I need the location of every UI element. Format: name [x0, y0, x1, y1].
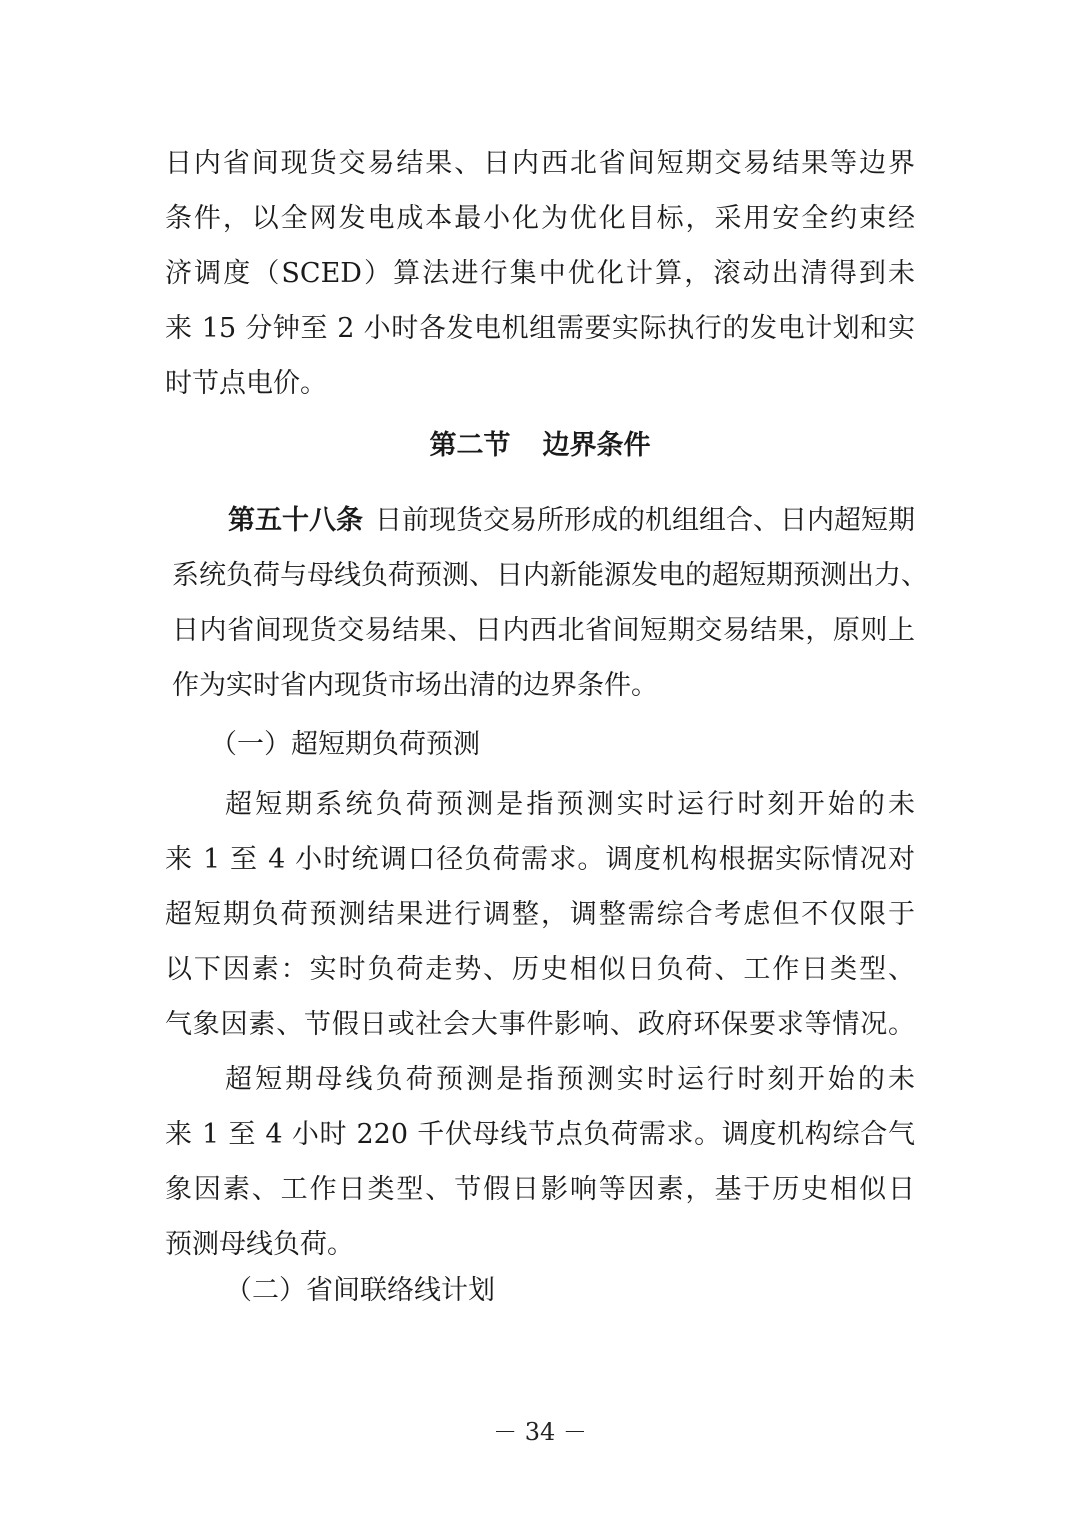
section-heading — [0, 428, 1080, 464]
body-text-line: 日内省间现货交易结果、日内西北省间短期交易结果，原则上 — [172, 615, 915, 646]
body-text-line: 超短期母线负荷预测是指预测实时运行时刻开始的未 — [225, 1064, 915, 1095]
body-text-line: 象因素、工作日类型、节假日影响等因素，基于历史相似日 — [165, 1174, 915, 1205]
body-text-line: 超短期负荷预测结果进行调整，调整需综合考虑但不仅限于 — [165, 899, 915, 930]
body-text-line: 济调度（SCED）算法进行集中优化计算，滚动出清得到未 — [165, 258, 915, 289]
item-heading: （二）省间联络线计划 — [225, 1275, 495, 1306]
section-number: 第二节 — [429, 430, 511, 461]
body-text-line: 作为实时省内现货市场出清的边界条件。 — [172, 670, 658, 701]
body-text-line: 条件，以全网发电成本最小化为优化目标，采用安全约束经 — [165, 203, 915, 234]
body-text-line: 来 1 至 4 小时统调口径负荷需求。调度机构根据实际情况对 — [165, 844, 915, 875]
page-number: － 34 － — [493, 1418, 587, 1446]
body-text-line: 以下因素：实时负荷走势、历史相似日负荷、工作日类型、 — [165, 954, 915, 985]
article-first-line — [228, 503, 915, 539]
body-text-line: 来 15 分钟至 2 小时各发电机组需要实际执行的发电计划和实 — [165, 313, 915, 344]
body-text-line: 来 1 至 4 小时 220 千伏母线节点负荷需求。调度机构综合气 — [165, 1119, 915, 1150]
section-title: 边界条件 — [542, 430, 651, 461]
article-label: 第五十八条 — [228, 505, 363, 536]
item-heading: （一）超短期负荷预测 — [210, 729, 480, 760]
body-text-line: 气象因素、节假日或社会大事件影响、政府环保要求等情况。 — [165, 1009, 915, 1040]
body-text-line: 预测母线负荷。 — [165, 1229, 354, 1260]
body-text-line: 超短期系统负荷预测是指预测实时运行时刻开始的未 — [225, 789, 915, 820]
body-text-line: 日内省间现货交易结果、日内西北省间短期交易结果等边界 — [165, 148, 915, 179]
body-text-line: 时节点电价。 — [165, 368, 327, 399]
body-text-line: 系统负荷与母线负荷预测、日内新能源发电的超短期预测出力、 — [172, 560, 928, 591]
article-text: 日前现货交易所形成的机组组合、日内超短期 — [375, 505, 915, 536]
